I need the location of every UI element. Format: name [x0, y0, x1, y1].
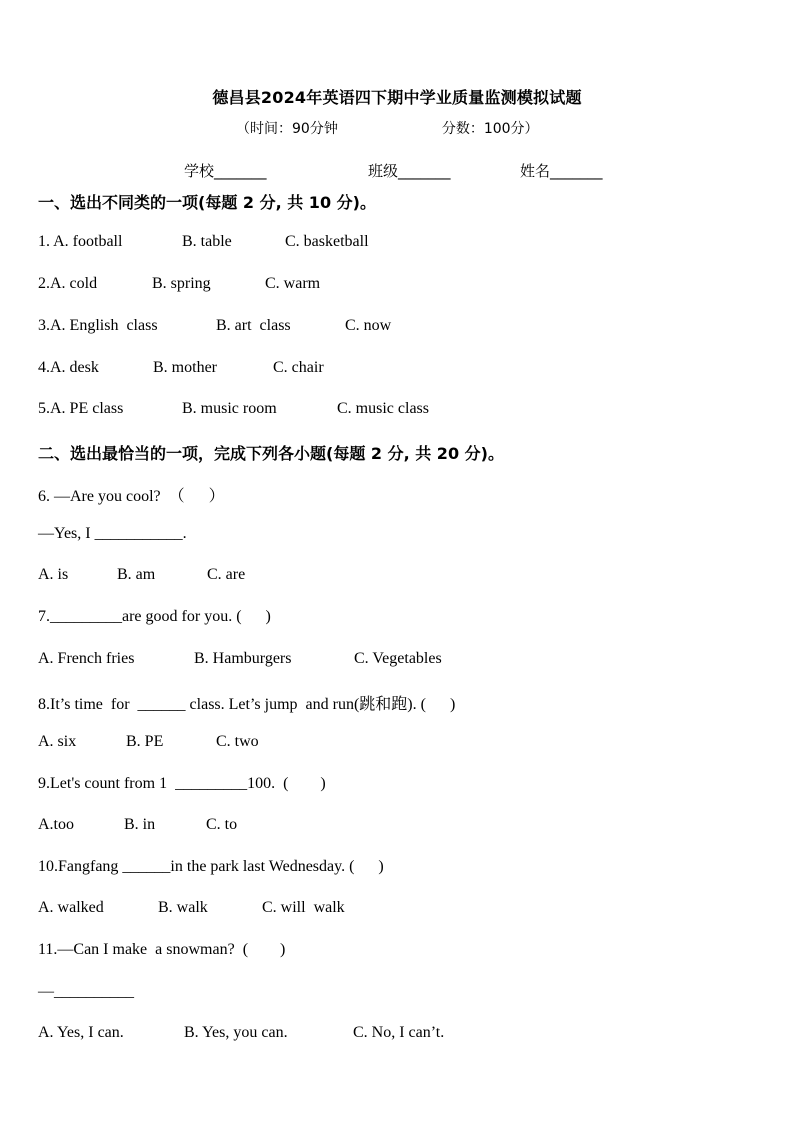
q11-option-b: B. Yes, you can.: [184, 1024, 288, 1041]
section1-heading: 一、选出不同类的一项(每题 2 分, 共 10 分)。: [38, 193, 376, 212]
q6-option-a: A. is: [38, 566, 69, 583]
q8-option-b: B. PE: [126, 733, 164, 750]
exam-title: 德昌县2024年英语四下期中学业质量监测模拟试题: [212, 88, 582, 107]
q7-option-a: A. French fries: [38, 650, 135, 667]
name-field: 姓名_______: [520, 162, 603, 180]
q1-option-c: C. basketball: [285, 233, 369, 250]
q4-option-c: C. chair: [273, 359, 324, 376]
q1-option-a: 1. A. football: [38, 233, 123, 250]
q11-stem: 11.—Can I make a snowman? ( ): [38, 941, 286, 958]
exam-score: 分数：100分）: [441, 121, 539, 137]
q2-option-a: 2.A. cold: [38, 275, 98, 292]
q8-option-c: C. two: [216, 733, 259, 750]
q2-option-b: B. spring: [152, 275, 211, 292]
q3-option-c: C. now: [345, 317, 392, 334]
q1-option-b: B. table: [182, 233, 232, 250]
q8-stem: 8.It’s time for ______ class. Let’s jump and run(跳和跑). ( ): [38, 696, 456, 713]
school-field: 学校_______: [184, 162, 267, 180]
q10-option-a: A. walked: [38, 899, 104, 916]
q9-option-b: B. in: [124, 816, 156, 833]
q3-option-a: 3.A. English class: [38, 317, 158, 334]
q7-option-b: B. Hamburgers: [194, 650, 292, 667]
q7-option-c: C. Vegetables: [354, 650, 442, 667]
q4-option-b: B. mother: [153, 359, 217, 376]
q4-option-a: 4.A. desk: [38, 359, 99, 376]
q9-stem: 9.Let's count from 1 _________100. ( ): [38, 775, 326, 792]
q11-option-c: C. No, I can’t.: [353, 1024, 445, 1041]
q11-option-a: A. Yes, I can.: [38, 1024, 124, 1041]
q10-stem: 10.Fangfang ______in the park last Wednesday. ( ): [38, 858, 384, 875]
q10-option-b: B. walk: [158, 899, 208, 916]
q8-option-a: A. six: [38, 733, 77, 750]
q6-reply: —Yes, I ___________.: [38, 525, 187, 542]
q10-option-c: C. will walk: [262, 899, 345, 916]
class-field: 班级_______: [368, 162, 451, 180]
q9-option-c: C. to: [206, 816, 238, 833]
q5-option-c: C. music class: [337, 400, 429, 417]
q6-stem: 6. —Are you cool? （ ）: [38, 488, 225, 505]
q5-option-b: B. music room: [182, 400, 277, 417]
q6-option-c: C. are: [207, 566, 246, 583]
q5-option-a: 5.A. PE class: [38, 400, 124, 417]
q2-option-c: C. warm: [265, 275, 321, 292]
section2-heading: 二、选出最恰当的一项，完成下列各小题(每题 2 分, 共 20 分)。: [38, 444, 504, 463]
q6-option-b: B. am: [117, 566, 156, 583]
q11-reply: —__________: [38, 983, 134, 1000]
exam-subtitle: [236, 118, 539, 138]
q7-stem: 7._________are good for you. ( ): [38, 608, 271, 625]
exam-time: （时间：90分钟: [236, 121, 338, 137]
q3-option-b: B. art class: [216, 317, 291, 334]
q9-option-a: A.too: [38, 816, 74, 833]
